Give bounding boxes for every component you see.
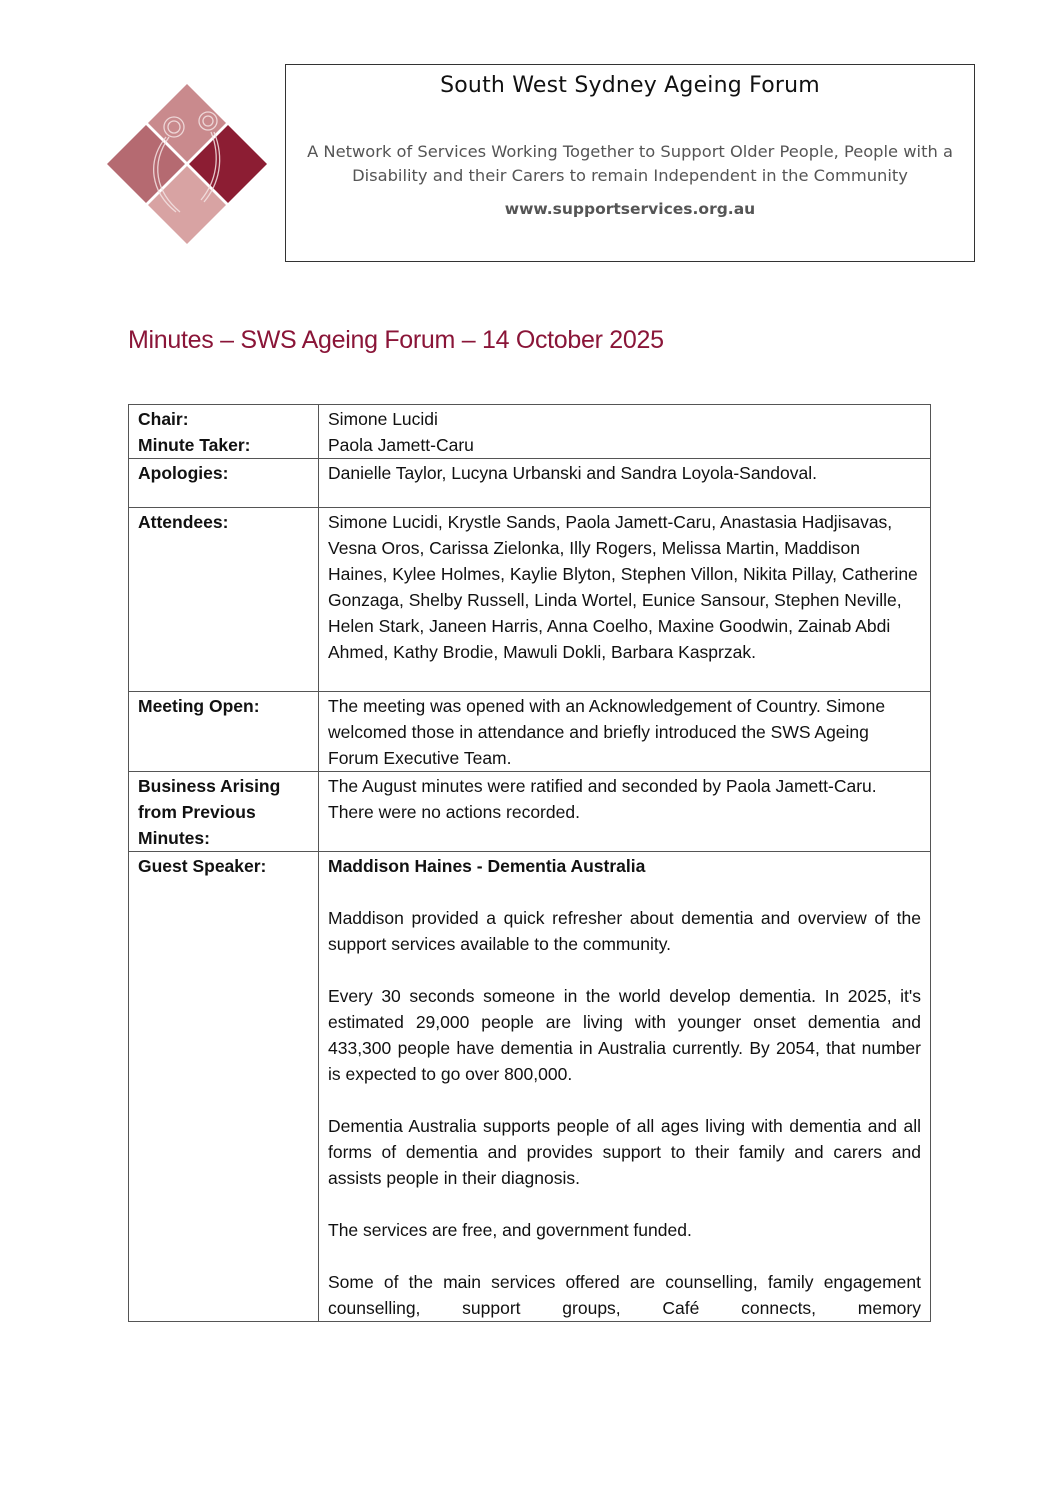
guest-paragraph: Maddison provided a quick refresher about dementia and overview of the support services available to the community. — [328, 908, 921, 954]
attendees-label: Attendees: — [129, 508, 319, 692]
meeting-open-label: Meeting Open: — [129, 692, 319, 772]
org-header-box — [285, 64, 975, 262]
guest-paragraph: Dementia Australia supports people of all ages living with dementia and all forms of dementia and provides support to their family and carers and assists people in their diagnosis. — [328, 1116, 921, 1188]
row-label — [129, 405, 319, 459]
guest-paragraph: Some of the main services offered are counselling, family engagement counselling, support groups, Café connects, memory — [328, 1272, 921, 1318]
guest-speaker-label: Guest Speaker: — [129, 852, 319, 1322]
guest-paragraph: Every 30 seconds someone in the world develop dementia. In 2025, it's estimated 29,000 people are living with younger onset dementia and 433,300 people have dementia in Australia currently. By 2054, that number is expected to go over 800,000. — [328, 986, 921, 1084]
minutes-table — [128, 404, 931, 1322]
apologies-label: Apologies: — [129, 459, 319, 508]
table-row-chair — [129, 405, 931, 459]
table-row-guest-speaker — [129, 852, 931, 1322]
apologies-value: Danielle Taylor, Lucyna Urbanski and Sandra Loyola-Sandoval. — [319, 459, 931, 508]
table-row-attendees — [129, 508, 931, 692]
guest-speaker-heading: Maddison Haines - Dementia Australia — [328, 856, 646, 876]
org-title: South West Sydney Ageing Forum — [440, 73, 820, 98]
row-value — [319, 405, 931, 459]
forum-logo-icon — [106, 82, 268, 244]
minute-taker-label: Minute Taker: — [138, 435, 251, 455]
guest-paragraph: The services are free, and government funded. — [328, 1220, 692, 1240]
guest-speaker-value — [319, 852, 931, 1322]
business-arising-label: Business Arising from Previous Minutes: — [129, 772, 319, 852]
org-tagline: A Network of Services Working Together to Support Older People, People with a Disability and their Carers to remain Independent in the Community — [307, 142, 953, 185]
table-row-meeting-open — [129, 692, 931, 772]
table-row-apologies — [129, 459, 931, 508]
page-title: Minutes – SWS Ageing Forum – 14 October 2025 — [128, 326, 664, 354]
attendees-value: Simone Lucidi, Krystle Sands, Paola Jamett-Caru, Anastasia Hadjisavas, Vesna Oros, Carissa Zielonka, Illy Rogers, Melissa Martin, Maddison Haines, Kylee Holmes, Kaylie Blyton, Stephen Villon, Nikita Pillay, Catherine Gonzaga, Shelby Russell, Linda Wortel, Eunice Sansour, Stephen Neville, Helen Stark, Janeen Harris, Anna Coelho, Maxine Goodwin, Zainab Abdi Ahmed, Kathy Brodie, Mawuli Dokli, Barbara Kasprzak. — [319, 508, 931, 692]
table-row-business-arising — [129, 772, 931, 852]
business-arising-value: The August minutes were ratified and seconded by Paola Jamett-Caru. There were no actions recorded. — [319, 772, 931, 852]
minute-taker-value: Paola Jamett-Caru — [328, 435, 474, 455]
meeting-open-value: The meeting was opened with an Acknowledgement of Country. Simone welcomed those in attendance and briefly introduced the SWS Ageing Forum Executive Team. — [319, 692, 931, 772]
chair-label: Chair: — [138, 409, 189, 429]
org-url-link[interactable]: www.supportservices.org.au — [504, 200, 756, 218]
chair-value: Simone Lucidi — [328, 409, 438, 429]
